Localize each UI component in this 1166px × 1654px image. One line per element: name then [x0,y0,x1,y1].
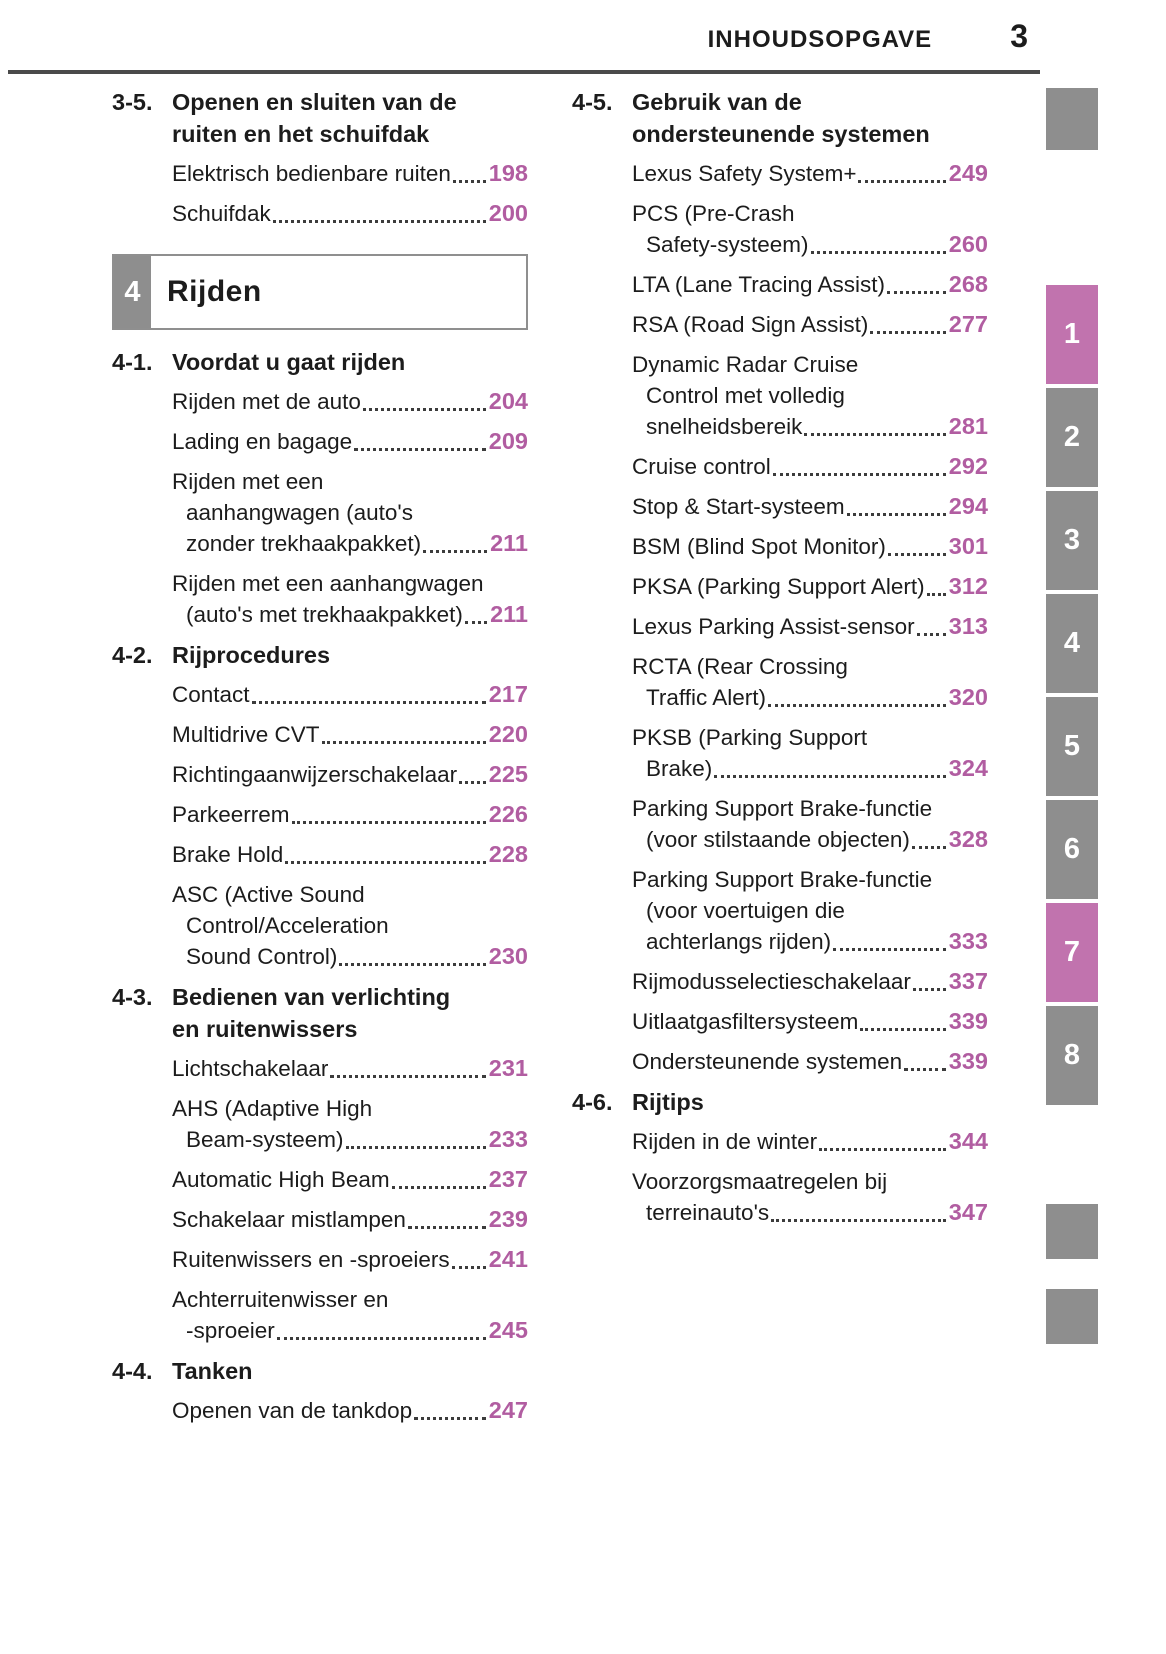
toc-page-number: 237 [488,1166,528,1192]
toc-entry-line [172,497,528,528]
toc-page-number: 200 [488,200,528,226]
toc-page-number: 339 [948,1048,988,1074]
toc-entry-line [632,1197,988,1228]
toc-entry-line [632,1166,988,1197]
dot-leader [322,741,486,744]
toc-entry [172,1284,528,1346]
dot-leader [408,1226,486,1229]
toc-page-number: 245 [488,1317,528,1343]
toc-entry-title: Ruitenwissers en -sproeiers [172,1247,450,1272]
chapter-number: 4 [114,256,151,328]
dot-leader [459,781,486,784]
toc-entry-title: Rijmodusselectieschakelaar [632,969,911,994]
toc-entry-title: Parking Support Brake-functie [632,867,933,892]
toc-entry-line [172,386,528,417]
toc-entry-title: AHS (Adaptive High [172,1096,373,1121]
toc-entry-title: Lexus Parking Assist-sensor [632,614,915,639]
dot-leader [423,550,487,553]
dot-leader [847,513,946,516]
dot-leader [392,1186,486,1189]
toc-entry-line [172,759,528,790]
toc-page-number: 217 [488,681,528,707]
toc-entry-title: Brake) [646,756,713,781]
toc-entry-title: Multidrive CVT [172,722,320,747]
toc-page-number: 320 [948,684,988,710]
section-number: 4-3. [112,984,153,1010]
toc-entry-title: Parkeerrem [172,802,290,827]
toc-entry [632,1046,988,1077]
side-tab-blank [1046,1204,1098,1259]
dot-leader [453,180,486,183]
toc-entry-line [172,1284,528,1315]
toc-entry-line [632,571,988,602]
toc-entry-title: Traffic Alert) [646,685,767,710]
toc-entry-line [632,380,988,411]
toc-entry [632,531,988,562]
toc-entry-line [632,926,988,957]
section-title [632,86,988,150]
toc-entry [172,1244,528,1275]
toc-entry-line [632,753,988,784]
toc-entry [632,198,988,260]
toc-page-number: 268 [948,271,988,297]
toc-entry-title: Elektrisch bedienbare ruiten [172,161,451,186]
toc-section-heading [112,1355,528,1387]
toc-page-number: 239 [488,1206,528,1232]
dot-leader [773,473,946,476]
toc-entry-title: -sproeier [186,1318,275,1343]
section-title-line: Gebruik van de [632,89,802,115]
toc-entry-title: PCS (Pre-Crash [632,201,795,226]
toc-entry-title: ASC (Active Sound [172,882,365,907]
chapter-box [112,254,528,330]
toc-entry-line [172,799,528,830]
toc-entry-line [632,1006,988,1037]
toc-entry-title: Rijden in de winter [632,1129,818,1154]
toc-entry [172,1204,528,1235]
toc-page-number: 211 [490,530,528,556]
toc-entry-line [632,966,988,997]
toc-entry-title: snelheidsbereik [646,414,803,439]
dot-leader [330,1075,485,1078]
toc-entry-title: Rijden met een aanhangwagen [172,571,484,596]
toc-entry-line [172,466,528,497]
toc-entry-line [172,599,528,630]
toc-page-number: 204 [488,388,528,414]
toc-entry-line [632,824,988,855]
toc-entry-title: Lading en bagage [172,429,353,454]
toc-entry [632,349,988,442]
toc-entry [632,651,988,713]
dot-leader [804,433,945,436]
toc-page-number: 198 [488,160,528,186]
section-number: 4-1. [112,349,153,375]
toc-entry [632,571,988,602]
toc-entry [172,719,528,750]
dot-leader [285,861,485,864]
toc-entry-line [172,1204,528,1235]
toc-entry-line [632,269,988,300]
toc-entry-line [172,679,528,710]
section-title-line: Openen en sluiten van de [172,89,457,115]
dot-leader [714,775,946,778]
toc-entry [632,611,988,642]
toc-entry-title: Achterruitenwisser en [172,1287,389,1312]
toc-entry-title: Dynamic Radar Cruise [632,352,859,377]
toc-entry-title: Control met volledig [646,383,845,408]
section-number: 4-4. [112,1358,153,1384]
toc-entry-line [172,426,528,457]
dot-leader [913,988,946,991]
toc-entry [172,568,528,630]
section-number: 4-2. [112,642,153,668]
toc-entry-line [172,1164,528,1195]
toc-entry-line [632,793,988,824]
toc-entry-line [172,910,528,941]
chapter-title: Rijden [167,275,262,308]
section-title-line: ruiten en het schuifdak [172,121,430,147]
page-title: INHOUDSOPGAVE [707,26,933,53]
toc-entry-line [632,611,988,642]
section-title-line: Voordat u gaat rijden [172,349,406,375]
toc-entry-line [632,491,988,522]
dot-leader [768,704,946,707]
toc-entry-line [172,719,528,750]
toc-entry-title: Safety-systeem) [646,232,809,257]
page-header [0,18,1040,55]
toc-page-number: 209 [488,428,528,454]
toc-entry-line [172,839,528,870]
toc-entry-line [172,528,528,559]
section-title-line: en ruitenwissers [172,1016,358,1042]
toc-entry-title: Voorzorgsmaatregelen bij [632,1169,888,1194]
toc-entry-title: (auto's met trekhaakpakket) [186,602,463,627]
toc-entry [172,799,528,830]
dot-leader [339,963,485,966]
toc-page-number: 233 [488,1126,528,1152]
toc-entry [172,198,528,229]
toc-entry-title: Sound Control) [186,944,338,969]
toc-entry [632,309,988,340]
toc-entry-title: Control/Acceleration [186,913,389,938]
side-tab-6: 6 [1046,800,1098,899]
toc-page-number: 294 [948,493,988,519]
toc-entry [172,1093,528,1155]
side-tab-blank [1046,1289,1098,1344]
toc-section-heading [112,981,528,1045]
toc-entry [632,864,988,957]
toc-entry [632,158,988,189]
toc-entry [172,1164,528,1195]
toc-entry-line [632,1046,988,1077]
dot-leader [927,593,946,596]
side-tab-7: 7 [1046,903,1098,1002]
toc-entry-title: RCTA (Rear Crossing [632,654,848,679]
dot-leader [860,1028,945,1031]
toc-entry-line [632,198,988,229]
section-number: 3-5. [112,89,153,115]
toc-entry [632,1126,988,1157]
toc-entry-line [172,1124,528,1155]
toc-page-number: 230 [488,943,528,969]
toc-entry-title: Rijden met een [172,469,324,494]
toc-entry-line [632,411,988,442]
toc-page-number: 281 [948,413,988,439]
side-tab-blank [1046,88,1098,150]
toc-entry-line [632,682,988,713]
toc-entry [632,966,988,997]
dot-leader [912,846,946,849]
toc-entry [632,1006,988,1037]
toc-page-number: 337 [948,968,988,994]
toc-entry-title: LTA (Lane Tracing Assist) [632,272,886,297]
toc-entry-line [632,309,988,340]
dot-leader [452,1266,486,1269]
toc-entry-line [632,722,988,753]
toc-page-number: 226 [488,801,528,827]
side-tab-4: 4 [1046,594,1098,693]
section-title [172,639,528,671]
toc-entry [172,158,528,189]
toc-entry-title: RSA (Road Sign Assist) [632,312,869,337]
section-number: 4-6. [572,1089,613,1115]
toc-entry [172,466,528,559]
toc-entry-line [172,1053,528,1084]
toc-page-number: 333 [948,928,988,954]
toc-entry-title: Ondersteunende systemen [632,1049,903,1074]
toc-page-number: 220 [488,721,528,747]
toc-entry-line [632,451,988,482]
toc-entry [172,426,528,457]
toc-entry [632,1166,988,1228]
section-title-line: Tanken [172,1358,253,1384]
toc-page-number: 249 [948,160,988,186]
toc-entry-title: Richtingaanwijzerschakelaar [172,762,458,787]
section-title [172,86,528,150]
toc-page-number: 277 [948,311,988,337]
toc-page-number: 344 [948,1128,988,1154]
toc-entry-title: Stop & Start-systeem [632,494,845,519]
toc-page-number: 211 [490,601,528,627]
section-title-line: Bedienen van verlichting [172,984,451,1010]
toc-entry-title: Openen van de tankdop [172,1398,413,1423]
toc-entry-line [172,1315,528,1346]
dot-leader [346,1146,486,1149]
toc-entry-line [632,158,988,189]
toc-page-number: 247 [488,1397,528,1423]
toc-page-number: 241 [488,1246,528,1272]
toc-entry [172,1395,528,1426]
section-number: 4-5. [572,89,613,115]
dot-leader [277,1337,486,1340]
toc-entry-line [632,864,988,895]
toc-page-number: 339 [948,1008,988,1034]
toc-entry-line [632,349,988,380]
toc-columns [112,86,988,1435]
toc-entry [172,1053,528,1084]
toc-entry-line [172,879,528,910]
toc-entry-title: Schuifdak [172,201,271,226]
toc-entry-title: Automatic High Beam [172,1167,390,1192]
section-title-line: Rijtips [632,1089,704,1115]
toc-page-number: 312 [948,573,988,599]
toc-entry-title: terreinauto's [646,1200,770,1225]
section-title-line: ondersteunende systemen [632,121,930,147]
toc-entry-line [172,568,528,599]
dot-leader [354,448,486,451]
dot-leader [273,220,486,223]
toc-entry-line [632,531,988,562]
dot-leader [833,948,946,951]
toc-entry-title: (voor voertuigen die [646,898,845,923]
dot-leader [465,621,487,624]
toc-entry-title: Lexus Safety System+ [632,161,857,186]
dot-leader [887,291,946,294]
dot-leader [252,701,486,704]
section-title-line: Rijprocedures [172,642,331,668]
toc-page-number: 313 [948,613,988,639]
dot-leader [917,633,946,636]
toc-column-left [112,86,528,1435]
toc-entry-title: BSM (Blind Spot Monitor) [632,534,886,559]
toc-entry-line [632,229,988,260]
dot-leader [819,1148,946,1151]
toc-entry-title: Schakelaar mistlampen [172,1207,406,1232]
side-tab-1: 1 [1046,285,1098,384]
toc-entry-line [172,1244,528,1275]
toc-entry [172,759,528,790]
toc-entry-title: Contact [172,682,250,707]
toc-page-number: 228 [488,841,528,867]
toc-entry-line [172,198,528,229]
toc-entry-title: Parking Support Brake-functie [632,796,933,821]
dot-leader [811,251,946,254]
section-title [172,981,528,1045]
dot-leader [363,408,486,411]
section-title [632,1086,988,1118]
side-tab-5: 5 [1046,697,1098,796]
toc-entry-line [172,158,528,189]
toc-page-number: 301 [948,533,988,559]
toc-entry-title: achterlangs rijden) [646,929,832,954]
toc-entry-line [172,941,528,972]
toc-column-right [572,86,988,1435]
toc-entry-title: zonder trekhaakpakket) [186,531,422,556]
toc-section-heading [112,86,528,150]
toc-entry-title: Lichtschakelaar [172,1056,329,1081]
section-title [172,346,528,378]
side-tabs [1046,0,1098,1654]
toc-entry-title: PKSB (Parking Support [632,725,868,750]
dot-leader [414,1417,486,1420]
toc-page-number: 347 [948,1199,988,1225]
toc-section-heading [112,346,528,378]
dot-leader [888,553,946,556]
toc-page-number: 324 [948,755,988,781]
dot-leader [870,331,945,334]
toc-entry-title: Uitlaatgasfiltersysteem [632,1009,859,1034]
toc-entry [632,491,988,522]
toc-entry [632,451,988,482]
side-tab-2: 2 [1046,388,1098,487]
toc-entry-title: Rijden met de auto [172,389,361,414]
toc-page-number: 292 [948,453,988,479]
toc-entry-title: Beam-systeem) [186,1127,344,1152]
dot-leader [904,1068,946,1071]
toc-page-number: 231 [488,1055,528,1081]
toc-entry-line [172,1093,528,1124]
page-number: 3 [1010,18,1028,54]
toc-entry [172,879,528,972]
toc-page-number: 225 [488,761,528,787]
toc-page-number: 328 [948,826,988,852]
dot-leader [858,180,945,183]
toc-entry [172,679,528,710]
toc-section-heading [572,86,988,150]
toc-entry-title: (voor stilstaande objecten) [646,827,910,852]
toc-entry-line [172,1395,528,1426]
section-title [172,1355,528,1387]
toc-entry-line [632,895,988,926]
header-rule [8,70,1040,74]
toc-entry-title: aanhangwagen (auto's [186,500,413,525]
toc-page-number: 260 [948,231,988,257]
toc-entry [632,722,988,784]
side-tab-8: 8 [1046,1006,1098,1105]
toc-section-heading [572,1086,988,1118]
toc-entry-title: Cruise control [632,454,771,479]
toc-entry [632,793,988,855]
dot-leader [771,1219,946,1222]
toc-entry-title: PKSA (Parking Support Alert) [632,574,925,599]
side-tab-3: 3 [1046,491,1098,590]
toc-section-heading [112,639,528,671]
toc-entry [172,839,528,870]
toc-entry-line [632,651,988,682]
dot-leader [292,821,486,824]
toc-entry [632,269,988,300]
toc-entry-line [632,1126,988,1157]
toc-entry [172,386,528,417]
toc-entry-title: Brake Hold [172,842,284,867]
